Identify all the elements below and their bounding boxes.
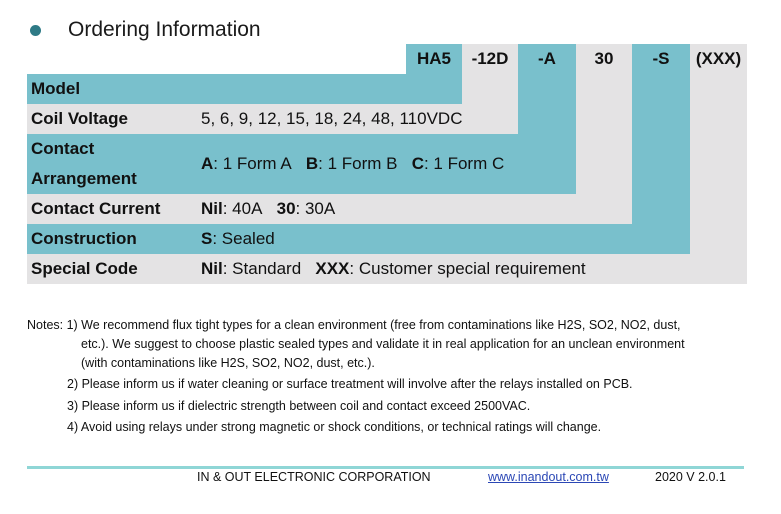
footer-version: 2020 V 2.0.1 — [655, 470, 726, 484]
bullet-icon — [30, 25, 41, 36]
text-current-nil: : 40A — [222, 199, 263, 218]
text-current-30: : 30A — [295, 199, 336, 218]
key-form-a: A — [201, 154, 214, 173]
value-construction — [201, 224, 275, 254]
code-current: 30 — [594, 49, 614, 68]
note-2: 2) Please inform us if water cleaning or surface treatment will involve after the relays installed on PCB. — [67, 377, 633, 391]
text-form-c: : 1 Form C — [423, 154, 505, 173]
text-special-nil: : Standard — [222, 259, 302, 278]
key-form-c: C — [411, 154, 424, 173]
text-form-b: : 1 Form B — [318, 154, 398, 173]
note-1-cont-a: etc.). We suggest to choose plastic sealed types and validate it in real application for an unclean environment — [81, 337, 685, 351]
text-special-xxx: : Customer special requirement — [349, 259, 586, 278]
code-special: (XXX) — [695, 49, 742, 68]
code-model: HA5 — [416, 49, 451, 68]
text-construction-s: : Sealed — [212, 229, 275, 248]
note-1-cont-b: (with contaminations like H2S, SO2, NO2, dust, etc.). — [81, 356, 375, 370]
key-construction-s: S — [201, 229, 213, 248]
column-special — [690, 44, 747, 284]
label-construction: Construction — [31, 229, 137, 248]
row-model-band — [27, 74, 462, 104]
key-special-xxx: XXX — [315, 259, 350, 278]
footer-website-link[interactable]: www.inandout.com.tw — [488, 470, 609, 484]
label-contact-line2: Arrangement — [31, 169, 137, 188]
value-coil-voltage: 5, 6, 9, 12, 15, 18, 24, 48, 110VDC — [201, 109, 463, 128]
footer-company: IN & OUT ELECTRONIC CORPORATION — [197, 470, 431, 484]
code-coil: -12D — [471, 49, 509, 68]
column-construction — [632, 44, 690, 254]
note-1: Notes: 1) We recommend flux tight types for a clean environment (free from contaminations like H2S, SO2, NO2, dust, — [27, 318, 681, 332]
label-special-code: Special Code — [31, 259, 138, 278]
key-current-nil: Nil — [201, 199, 223, 218]
text-form-a: : 1 Form A — [213, 154, 292, 173]
value-contact-arrangement — [201, 149, 504, 179]
label-contact-current: Contact Current — [31, 199, 161, 218]
value-contact-current — [201, 194, 335, 224]
key-current-30: 30 — [276, 199, 296, 218]
key-form-b: B — [305, 154, 319, 173]
note-4: 4) Avoid using relays under strong magnetic or shock conditions, or technical ratings will change. — [67, 420, 602, 434]
code-construction: -S — [652, 49, 670, 68]
code-contact: -A — [538, 49, 556, 68]
note-3: 3) Please inform us if dielectric strength between coil and contact exceed 2500VAC. — [67, 399, 531, 413]
label-contact-line1: Contact — [31, 139, 95, 158]
label-coil-voltage: Coil Voltage — [31, 109, 128, 128]
value-special-code — [201, 254, 586, 284]
label-model: Model — [31, 79, 81, 98]
section-title: Ordering Information — [68, 18, 261, 41]
key-special-nil: Nil — [201, 259, 223, 278]
